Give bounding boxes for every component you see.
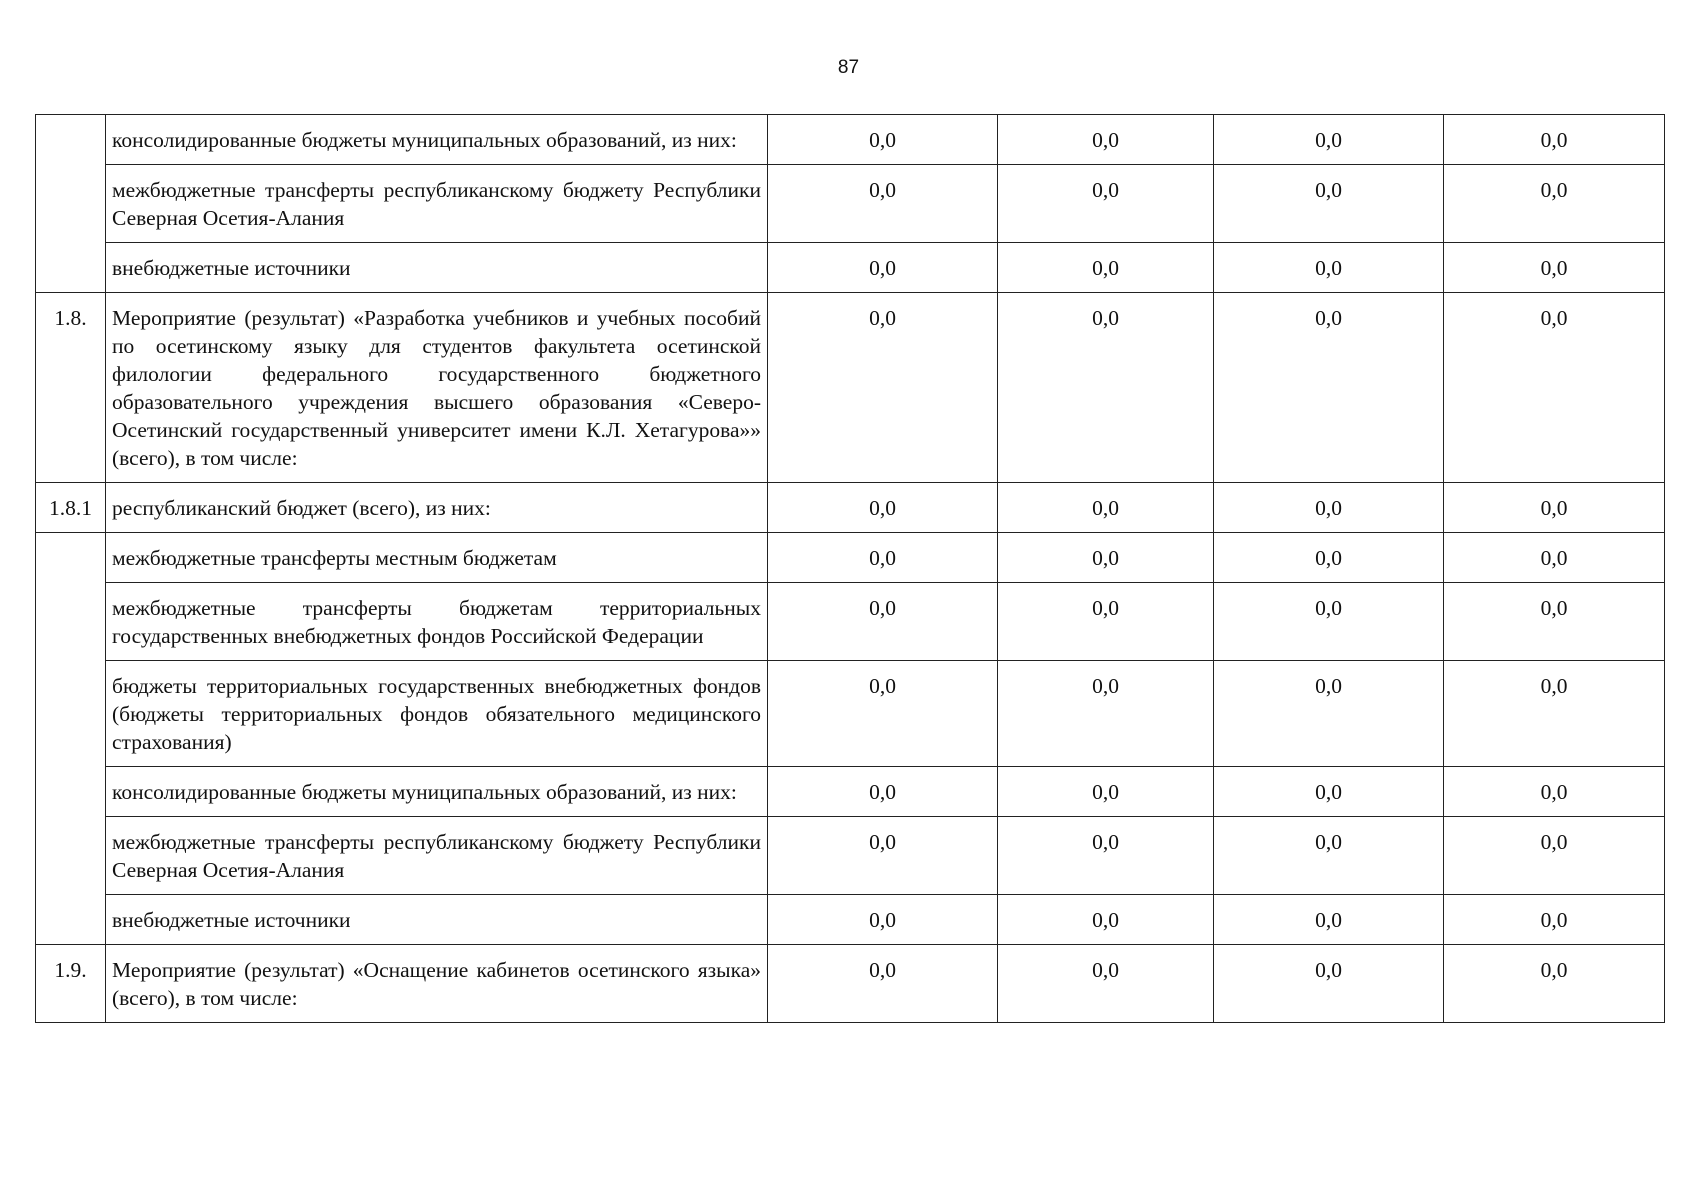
value-cell: 0,0 xyxy=(1214,243,1444,293)
row-number-cell xyxy=(36,533,106,945)
value-cell: 0,0 xyxy=(1444,243,1665,293)
value-cell: 0,0 xyxy=(1214,895,1444,945)
value-cell: 0,0 xyxy=(1214,817,1444,895)
row-number-cell: 1.8.1 xyxy=(36,483,106,533)
table-row xyxy=(36,243,1665,293)
value-cell: 0,0 xyxy=(1444,533,1665,583)
table-row xyxy=(36,817,1665,895)
value-cell: 0,0 xyxy=(998,293,1214,483)
row-description: внебюджетные источники xyxy=(106,243,768,293)
value-cell: 0,0 xyxy=(998,583,1214,661)
value-cell: 0,0 xyxy=(1214,483,1444,533)
value-cell: 0,0 xyxy=(998,895,1214,945)
value-cell: 0,0 xyxy=(1214,661,1444,767)
value-cell: 0,0 xyxy=(768,533,998,583)
value-cell: 0,0 xyxy=(998,661,1214,767)
value-cell: 0,0 xyxy=(768,895,998,945)
value-cell: 0,0 xyxy=(1444,165,1665,243)
table-row xyxy=(36,293,1665,483)
value-cell: 0,0 xyxy=(998,483,1214,533)
value-cell: 0,0 xyxy=(998,767,1214,817)
value-cell: 0,0 xyxy=(998,243,1214,293)
row-description: республиканский бюджет (всего), из них: xyxy=(106,483,768,533)
value-cell: 0,0 xyxy=(1444,583,1665,661)
value-cell: 0,0 xyxy=(1214,293,1444,483)
table-row xyxy=(36,115,1665,165)
row-description: межбюджетные трансферты республиканскому бюджету Республики Северная Осетия-Алания xyxy=(106,817,768,895)
row-description: внебюджетные источники xyxy=(106,895,768,945)
row-number-cell: 1.9. xyxy=(36,945,106,1023)
table-row xyxy=(36,533,1665,583)
value-cell: 0,0 xyxy=(768,767,998,817)
row-description: межбюджетные трансферты республиканскому бюджету Республики Северная Осетия-Алания xyxy=(106,165,768,243)
page-number: 87 xyxy=(837,57,860,78)
value-cell: 0,0 xyxy=(1444,661,1665,767)
table-row xyxy=(36,583,1665,661)
table-row xyxy=(36,945,1665,1023)
table-row xyxy=(36,483,1665,533)
value-cell: 0,0 xyxy=(998,115,1214,165)
value-cell: 0,0 xyxy=(1444,115,1665,165)
row-description: бюджеты территориальных государственных внебюджетных фондов (бюджеты территориальных фондов обязательного медицинского страхования) xyxy=(106,661,768,767)
row-description: Мероприятие (результат) «Оснащение кабинетов осетинского языка» (всего), в том числе: xyxy=(106,945,768,1023)
row-description: Мероприятие (результат) «Разработка учебников и учебных пособий по осетинскому языку для студентов факультета осетинской филологии федерального государственного бюджетного образовательного учреждения высшего образования «Северо-Осетинский государственный университет имени К.Л. Хетагурова»» (всего), в том числе: xyxy=(106,293,768,483)
value-cell: 0,0 xyxy=(1444,895,1665,945)
value-cell: 0,0 xyxy=(1444,293,1665,483)
value-cell: 0,0 xyxy=(1444,945,1665,1023)
value-cell: 0,0 xyxy=(768,583,998,661)
value-cell: 0,0 xyxy=(1214,165,1444,243)
row-description: консолидированные бюджеты муниципальных образований, из них: xyxy=(106,767,768,817)
value-cell: 0,0 xyxy=(1214,533,1444,583)
value-cell: 0,0 xyxy=(1444,767,1665,817)
value-cell: 0,0 xyxy=(1214,115,1444,165)
value-cell: 0,0 xyxy=(1444,483,1665,533)
row-number-cell: 1.8. xyxy=(36,293,106,483)
value-cell: 0,0 xyxy=(998,945,1214,1023)
table-row xyxy=(36,661,1665,767)
row-description: межбюджетные трансферты местным бюджетам xyxy=(106,533,768,583)
value-cell: 0,0 xyxy=(768,661,998,767)
value-cell: 0,0 xyxy=(1214,767,1444,817)
table-row xyxy=(36,895,1665,945)
value-cell: 0,0 xyxy=(768,115,998,165)
row-description: консолидированные бюджеты муниципальных образований, из них: xyxy=(106,115,768,165)
value-cell: 0,0 xyxy=(1214,583,1444,661)
budget-table xyxy=(35,114,1665,1023)
value-cell: 0,0 xyxy=(768,483,998,533)
table-row xyxy=(36,767,1665,817)
table-row xyxy=(36,165,1665,243)
value-cell: 0,0 xyxy=(998,533,1214,583)
value-cell: 0,0 xyxy=(768,243,998,293)
value-cell: 0,0 xyxy=(1444,817,1665,895)
value-cell: 0,0 xyxy=(998,165,1214,243)
value-cell: 0,0 xyxy=(768,817,998,895)
value-cell: 0,0 xyxy=(998,817,1214,895)
row-description: межбюджетные трансферты бюджетам территориальных государственных внебюджетных фондов Российской Федерации xyxy=(106,583,768,661)
value-cell: 0,0 xyxy=(768,165,998,243)
row-number-cell xyxy=(36,115,106,293)
value-cell: 0,0 xyxy=(768,945,998,1023)
value-cell: 0,0 xyxy=(768,293,998,483)
value-cell: 0,0 xyxy=(1214,945,1444,1023)
